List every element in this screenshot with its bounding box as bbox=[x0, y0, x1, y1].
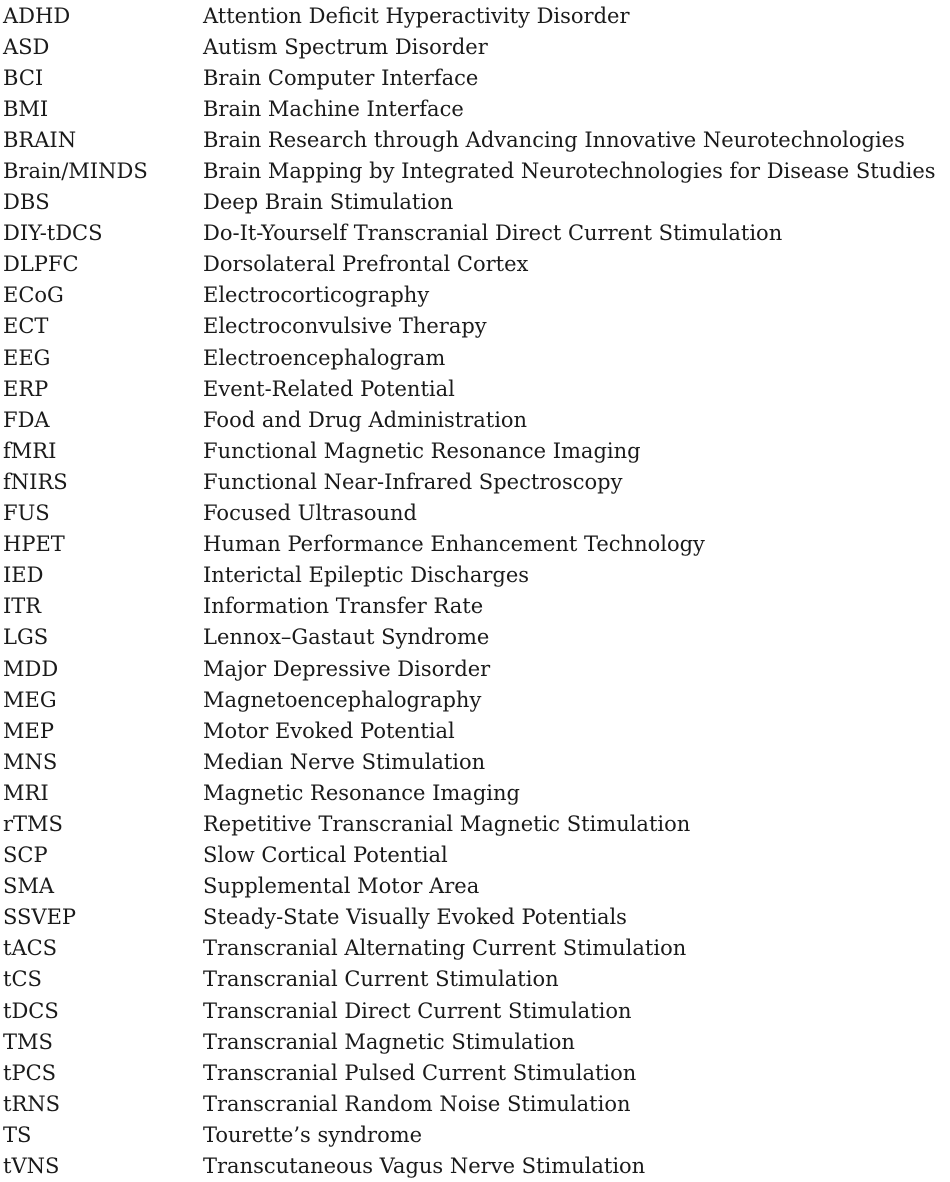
abbreviation-term: tVNS bbox=[3, 1154, 60, 1179]
abbreviation-term: ERP bbox=[3, 376, 49, 401]
abbreviation-row bbox=[3, 124, 948, 155]
abbreviation-definition: Brain Mapping by Integrated Neurotechnologies for Disease Studies bbox=[203, 159, 936, 184]
abbreviation-row bbox=[3, 1026, 948, 1057]
abbreviation-definition: Transcranial Random Noise Stimulation bbox=[203, 1091, 631, 1116]
abbreviation-definition: Supplemental Motor Area bbox=[203, 874, 480, 899]
abbreviation-term: fNIRS bbox=[3, 469, 68, 494]
abbreviation-definition: Lennox–Gastaut Syndrome bbox=[203, 625, 490, 650]
abbreviation-definition: Repetitive Transcranial Magnetic Stimulation bbox=[203, 811, 691, 836]
abbreviation-row bbox=[3, 249, 948, 280]
abbreviation-row bbox=[3, 1057, 948, 1088]
abbreviation-term: tCS bbox=[3, 967, 42, 992]
abbreviation-definition: Focused Ultrasound bbox=[203, 501, 417, 526]
abbreviation-row bbox=[3, 777, 948, 808]
abbreviation-row bbox=[3, 933, 948, 964]
abbreviation-row bbox=[3, 1119, 948, 1150]
abbreviation-definition: Magnetic Resonance Imaging bbox=[203, 780, 520, 805]
abbreviation-term: LGS bbox=[3, 625, 49, 650]
abbreviation-term: EEG bbox=[3, 345, 51, 370]
abbreviation-row bbox=[3, 840, 948, 871]
abbreviation-term: rTMS bbox=[3, 811, 63, 836]
abbreviation-term: SCP bbox=[3, 843, 48, 868]
abbreviation-row bbox=[3, 31, 948, 62]
abbreviation-row bbox=[3, 466, 948, 497]
abbreviation-term: DIY-tDCS bbox=[3, 221, 103, 246]
abbreviation-row bbox=[3, 715, 948, 746]
abbreviation-term: tACS bbox=[3, 936, 58, 961]
abbreviation-definition: Food and Drug Administration bbox=[203, 407, 528, 432]
abbreviation-definition: Human Performance Enhancement Technology bbox=[203, 532, 705, 557]
abbreviation-definition: Electroconvulsive Therapy bbox=[203, 314, 487, 339]
abbreviation-definition: Transcranial Pulsed Current Stimulation bbox=[203, 1060, 637, 1085]
abbreviation-definition: Attention Deficit Hyperactivity Disorder bbox=[203, 3, 630, 28]
abbreviation-list bbox=[3, 0, 948, 1182]
abbreviation-definition: Electrocorticography bbox=[203, 283, 430, 308]
abbreviation-row bbox=[3, 373, 948, 404]
abbreviation-definition: Transcranial Magnetic Stimulation bbox=[203, 1029, 575, 1054]
abbreviation-row bbox=[3, 280, 948, 311]
abbreviation-term: MEP bbox=[3, 718, 54, 743]
abbreviation-definition: Steady-State Visually Evoked Potentials bbox=[203, 905, 627, 930]
abbreviation-definition: Major Depressive Disorder bbox=[203, 656, 491, 681]
abbreviation-definition: Brain Machine Interface bbox=[203, 96, 464, 121]
abbreviation-term: ECoG bbox=[3, 283, 64, 308]
abbreviation-row bbox=[3, 342, 948, 373]
abbreviation-definition: Magnetoencephalography bbox=[203, 687, 482, 712]
abbreviation-term: DBS bbox=[3, 190, 50, 215]
abbreviation-definition: Transcranial Alternating Current Stimulation bbox=[203, 936, 687, 961]
abbreviation-definition: Motor Evoked Potential bbox=[203, 718, 455, 743]
abbreviation-definition: Functional Near-Infrared Spectroscopy bbox=[203, 469, 623, 494]
abbreviation-definition: Brain Computer Interface bbox=[203, 65, 479, 90]
abbreviation-definition: Transcutaneous Vagus Nerve Stimulation bbox=[203, 1154, 646, 1179]
abbreviation-term: TS bbox=[3, 1122, 32, 1147]
abbreviation-term: IED bbox=[3, 563, 44, 588]
abbreviation-definition: Median Nerve Stimulation bbox=[203, 749, 486, 774]
abbreviation-term: BCI bbox=[3, 65, 44, 90]
abbreviation-term: BMI bbox=[3, 96, 49, 121]
abbreviation-term: ECT bbox=[3, 314, 49, 339]
abbreviation-term: tRNS bbox=[3, 1091, 61, 1116]
abbreviation-definition: Slow Cortical Potential bbox=[203, 843, 448, 868]
abbreviation-definition: Interictal Epileptic Discharges bbox=[203, 563, 530, 588]
abbreviation-row bbox=[3, 995, 948, 1026]
abbreviation-term: ITR bbox=[3, 594, 42, 619]
abbreviation-row bbox=[3, 0, 948, 31]
abbreviation-definition: Tourette’s syndrome bbox=[203, 1122, 423, 1147]
abbreviation-definition: Autism Spectrum Disorder bbox=[203, 34, 488, 59]
abbreviation-row bbox=[3, 902, 948, 933]
abbreviation-definition: Brain Research through Advancing Innovative Neurotechnologies bbox=[203, 127, 905, 152]
abbreviation-term: MEG bbox=[3, 687, 57, 712]
abbreviation-term: MDD bbox=[3, 656, 59, 681]
abbreviation-term: tPCS bbox=[3, 1060, 57, 1085]
abbreviation-definition: Event-Related Potential bbox=[203, 376, 455, 401]
abbreviation-row bbox=[3, 622, 948, 653]
abbreviation-term: SSVEP bbox=[3, 905, 77, 930]
abbreviation-term: Brain/MINDS bbox=[3, 159, 148, 184]
abbreviation-definition: Information Transfer Rate bbox=[203, 594, 484, 619]
abbreviation-row bbox=[3, 187, 948, 218]
abbreviation-row bbox=[3, 746, 948, 777]
abbreviation-row bbox=[3, 591, 948, 622]
abbreviation-term: fMRI bbox=[3, 438, 57, 463]
abbreviation-row bbox=[3, 218, 948, 249]
abbreviation-definition: Transcranial Direct Current Stimulation bbox=[203, 998, 632, 1023]
abbreviation-definition: Transcranial Current Stimulation bbox=[203, 967, 559, 992]
abbreviation-term: SMA bbox=[3, 874, 55, 899]
abbreviation-definition: Functional Magnetic Resonance Imaging bbox=[203, 438, 641, 463]
abbreviation-definition: Do-It-Yourself Transcranial Direct Current Stimulation bbox=[203, 221, 783, 246]
abbreviation-row bbox=[3, 404, 948, 435]
abbreviation-row bbox=[3, 684, 948, 715]
abbreviation-row bbox=[3, 871, 948, 902]
abbreviation-row bbox=[3, 93, 948, 124]
abbreviation-term: MNS bbox=[3, 749, 58, 774]
abbreviation-row bbox=[3, 529, 948, 560]
abbreviation-definition: Electroencephalogram bbox=[203, 345, 446, 370]
abbreviation-row bbox=[3, 560, 948, 591]
abbreviation-term: TMS bbox=[3, 1029, 53, 1054]
abbreviation-term: ASD bbox=[3, 34, 50, 59]
abbreviation-row bbox=[3, 653, 948, 684]
abbreviation-row bbox=[3, 808, 948, 839]
abbreviation-definition: Deep Brain Stimulation bbox=[203, 190, 454, 215]
abbreviation-term: tDCS bbox=[3, 998, 59, 1023]
abbreviation-term: DLPFC bbox=[3, 252, 79, 277]
abbreviation-row bbox=[3, 62, 948, 93]
abbreviation-row bbox=[3, 1150, 948, 1181]
abbreviation-row bbox=[3, 311, 948, 342]
abbreviation-term: FUS bbox=[3, 501, 50, 526]
abbreviation-row bbox=[3, 498, 948, 529]
abbreviation-row bbox=[3, 964, 948, 995]
abbreviation-term: FDA bbox=[3, 407, 50, 432]
abbreviation-term: BRAIN bbox=[3, 127, 77, 152]
abbreviation-definition: Dorsolateral Prefrontal Cortex bbox=[203, 252, 529, 277]
abbreviation-row bbox=[3, 435, 948, 466]
abbreviation-row bbox=[3, 155, 948, 186]
abbreviation-row bbox=[3, 1088, 948, 1119]
abbreviation-term: ADHD bbox=[3, 3, 71, 28]
abbreviation-term: MRI bbox=[3, 780, 49, 805]
abbreviation-term: HPET bbox=[3, 532, 65, 557]
